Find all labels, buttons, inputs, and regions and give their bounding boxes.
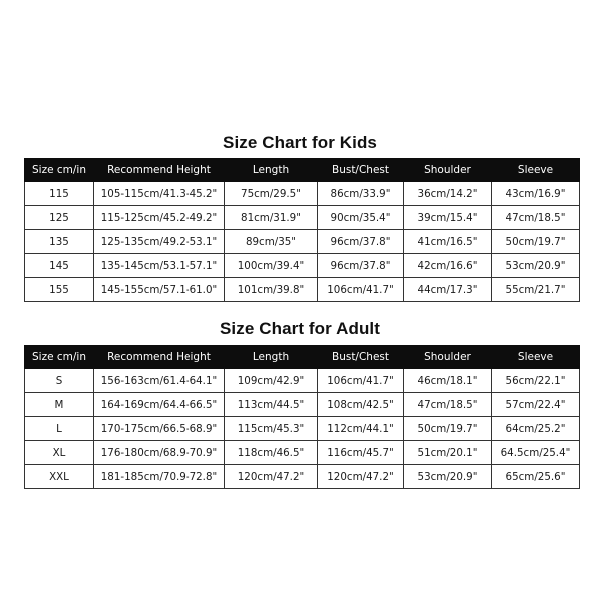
cell-sleeve: 65cm/25.6" [492,465,580,489]
cell-bust-chest: 90cm/35.4" [318,206,404,230]
table-header-row [25,346,580,369]
cell-shoulder: 39cm/15.4" [404,206,492,230]
cell-size: M [25,393,94,417]
cell-bust-chest: 106cm/41.7" [318,369,404,393]
table-row [25,254,580,278]
cell-shoulder: 47cm/18.5" [404,393,492,417]
cell-length: 120cm/47.2" [225,465,318,489]
cell-length: 81cm/31.9" [225,206,318,230]
table-row [25,393,580,417]
cell-length: 109cm/42.9" [225,369,318,393]
cell-length: 113cm/44.5" [225,393,318,417]
header-recommend-height: Recommend Height [94,346,225,369]
kids-size-chart-title: Size Chart for Kids [223,133,377,152]
table-row [25,278,580,302]
header-bust-chest: Bust/Chest [318,159,404,182]
table-row [25,206,580,230]
cell-recommend-height: 105-115cm/41.3-45.2" [94,182,225,206]
header-recommend-height: Recommend Height [94,159,225,182]
table-row [25,182,580,206]
cell-bust-chest: 112cm/44.1" [318,417,404,441]
cell-shoulder: 51cm/20.1" [404,441,492,465]
cell-sleeve: 55cm/21.7" [492,278,580,302]
cell-bust-chest: 116cm/45.7" [318,441,404,465]
cell-size: 145 [25,254,94,278]
cell-recommend-height: 125-135cm/49.2-53.1" [94,230,225,254]
adult-size-chart-title: Size Chart for Adult [219,319,381,338]
cell-length: 118cm/46.5" [225,441,318,465]
cell-shoulder: 50cm/19.7" [404,417,492,441]
cell-bust-chest: 106cm/41.7" [318,278,404,302]
cell-shoulder: 41cm/16.5" [404,230,492,254]
cell-sleeve: 64cm/25.2" [492,417,580,441]
header-size: Size cm/in [25,159,94,182]
cell-recommend-height: 170-175cm/66.5-68.9" [94,417,225,441]
cell-recommend-height: 135-145cm/53.1-57.1" [94,254,225,278]
table-row [25,369,580,393]
cell-length: 115cm/45.3" [225,417,318,441]
cell-sleeve: 43cm/16.9" [492,182,580,206]
cell-size: 125 [25,206,94,230]
adult-size-table [24,345,580,489]
cell-recommend-height: 115-125cm/45.2-49.2" [94,206,225,230]
cell-sleeve: 50cm/19.7" [492,230,580,254]
header-length: Length [225,159,318,182]
cell-sleeve: 64.5cm/25.4" [492,441,580,465]
cell-sleeve: 53cm/20.9" [492,254,580,278]
cell-size: S [25,369,94,393]
table-row [25,465,580,489]
header-bust-chest: Bust/Chest [318,346,404,369]
cell-bust-chest: 108cm/42.5" [318,393,404,417]
cell-bust-chest: 96cm/37.8" [318,230,404,254]
cell-length: 100cm/39.4" [225,254,318,278]
cell-shoulder: 53cm/20.9" [404,465,492,489]
cell-sleeve: 57cm/22.4" [492,393,580,417]
header-sleeve: Sleeve [492,159,580,182]
cell-size: 135 [25,230,94,254]
table-row [25,417,580,441]
header-length: Length [225,346,318,369]
cell-size: 115 [25,182,94,206]
table-row [25,230,580,254]
cell-size: 155 [25,278,94,302]
cell-recommend-height: 176-180cm/68.9-70.9" [94,441,225,465]
cell-recommend-height: 181-185cm/70.9-72.8" [94,465,225,489]
table-row [25,441,580,465]
cell-length: 101cm/39.8" [225,278,318,302]
cell-shoulder: 36cm/14.2" [404,182,492,206]
cell-size: XL [25,441,94,465]
cell-shoulder: 42cm/16.6" [404,254,492,278]
cell-size: XXL [25,465,94,489]
cell-bust-chest: 86cm/33.9" [318,182,404,206]
cell-size: L [25,417,94,441]
cell-recommend-height: 164-169cm/64.4-66.5" [94,393,225,417]
cell-bust-chest: 120cm/47.2" [318,465,404,489]
header-sleeve: Sleeve [492,346,580,369]
kids-size-table [24,158,580,302]
cell-length: 89cm/35" [225,230,318,254]
table-header-row [25,159,580,182]
cell-sleeve: 47cm/18.5" [492,206,580,230]
cell-bust-chest: 96cm/37.8" [318,254,404,278]
cell-shoulder: 44cm/17.3" [404,278,492,302]
cell-sleeve: 56cm/22.1" [492,369,580,393]
header-shoulder: Shoulder [404,159,492,182]
header-size: Size cm/in [25,346,94,369]
cell-length: 75cm/29.5" [225,182,318,206]
cell-recommend-height: 156-163cm/61.4-64.1" [94,369,225,393]
cell-shoulder: 46cm/18.1" [404,369,492,393]
header-shoulder: Shoulder [404,346,492,369]
cell-recommend-height: 145-155cm/57.1-61.0" [94,278,225,302]
